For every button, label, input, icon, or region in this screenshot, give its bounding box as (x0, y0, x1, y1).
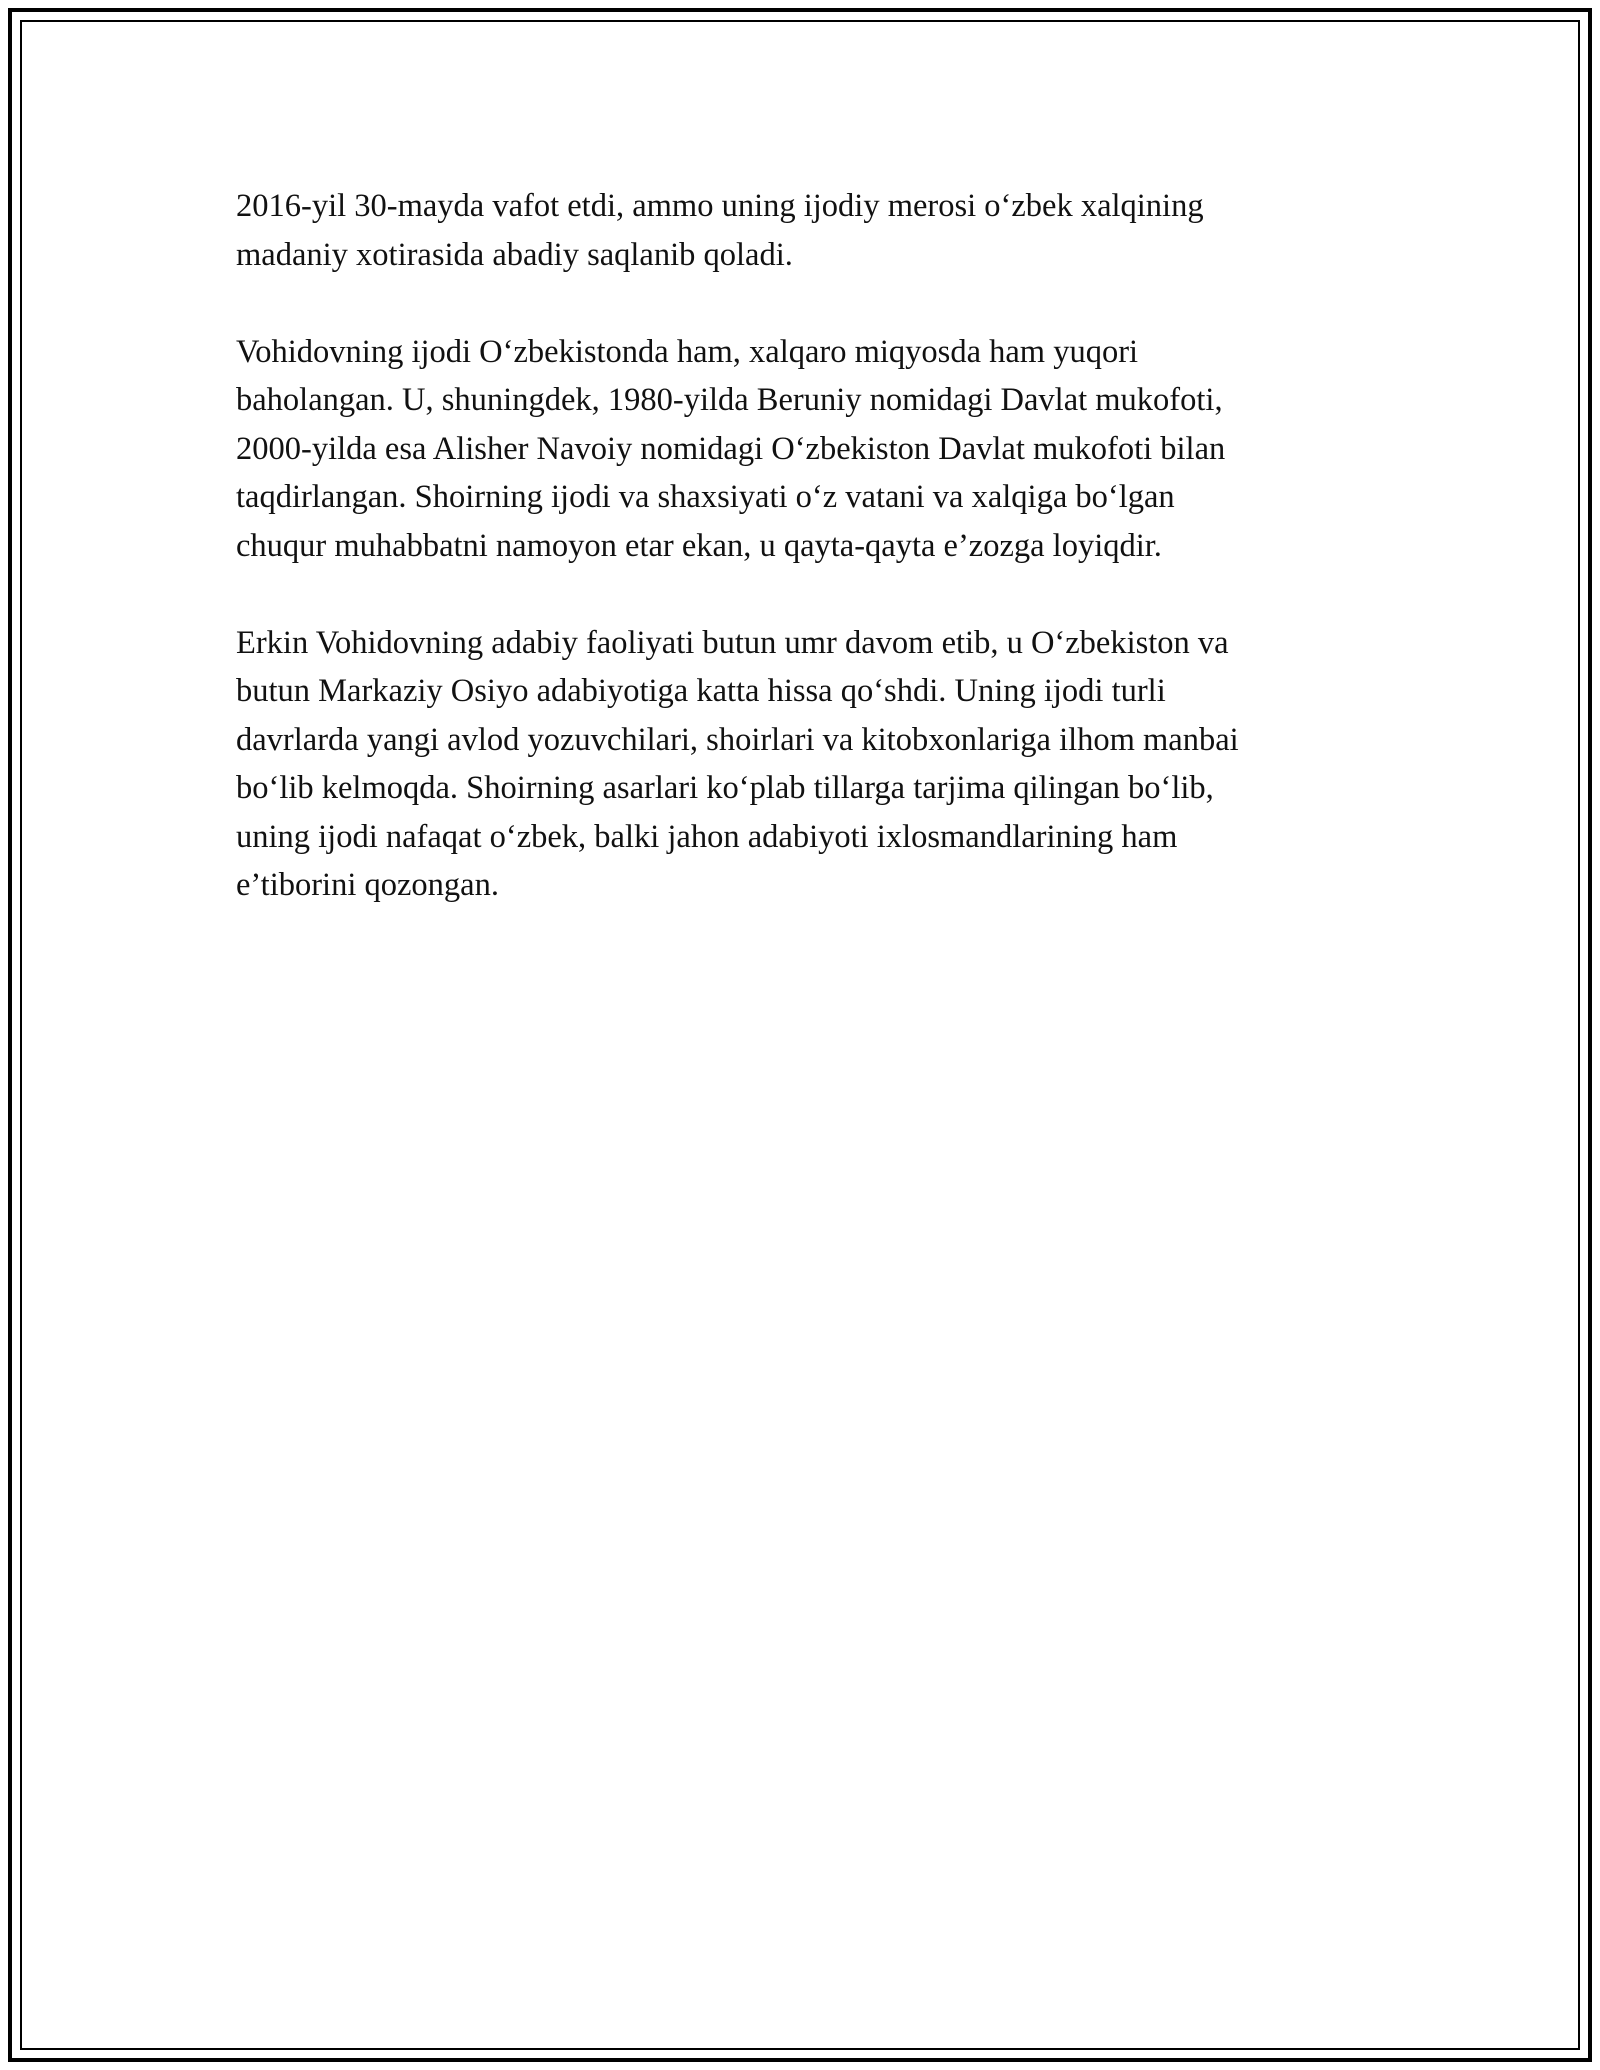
text-line: madaniy xotirasida abadiy saqlanib qoladi. (236, 236, 793, 273)
paragraph-1 (236, 182, 1386, 279)
text-line: uning ijodi nafaqat o‘zbek, balki jahon adabiyoti ixlosmandlarining ham (236, 818, 1178, 855)
document-body (236, 182, 1386, 958)
paragraph-3 (236, 619, 1386, 910)
text-line: 2016-yil 30-mayda vafot etdi, ammo uning ijodiy merosi o‘zbek xalqining (236, 188, 1204, 224)
text-line: 2000-yilda esa Alisher Navoiy nomidagi O‘zbekiston Davlat mukofoti bilan (236, 430, 1226, 467)
text-line: Vohidovning ijodi O‘zbekistonda ham, xalqaro miqyosda ham yuqori (236, 333, 1139, 370)
text-line: e’tiborini qozongan. (236, 867, 499, 903)
text-line: chuqur muhabbatni namoyon etar ekan, u qayta-qayta e’zozga loyiqdir. (236, 527, 1162, 564)
text-line: Erkin Vohidovning adabiy faoliyati butun umr davom etib, u O‘zbekiston va (236, 624, 1229, 661)
text-line: davrlarda yangi avlod yozuvchilari, shoirlari va kitobxonlariga ilhom manbai (236, 721, 1239, 758)
text-line: bo‘lib kelmoqda. Shoirning asarlari ko‘plab tillarga tarjima qilingan bo‘lib, (236, 770, 1214, 806)
paragraph-2 (236, 328, 1386, 571)
text-line: butun Markaziy Osiyo adabiyotiga katta hissa qo‘shdi. Uning ijodi turli (236, 673, 1166, 709)
text-line: baholangan. U, shuningdek, 1980-yilda Beruniy nomidagi Davlat mukofoti, (236, 382, 1223, 418)
text-line: taqdirlangan. Shoirning ijodi va shaxsiyati o‘z vatani va xalqiga bo‘lgan (236, 479, 1175, 515)
